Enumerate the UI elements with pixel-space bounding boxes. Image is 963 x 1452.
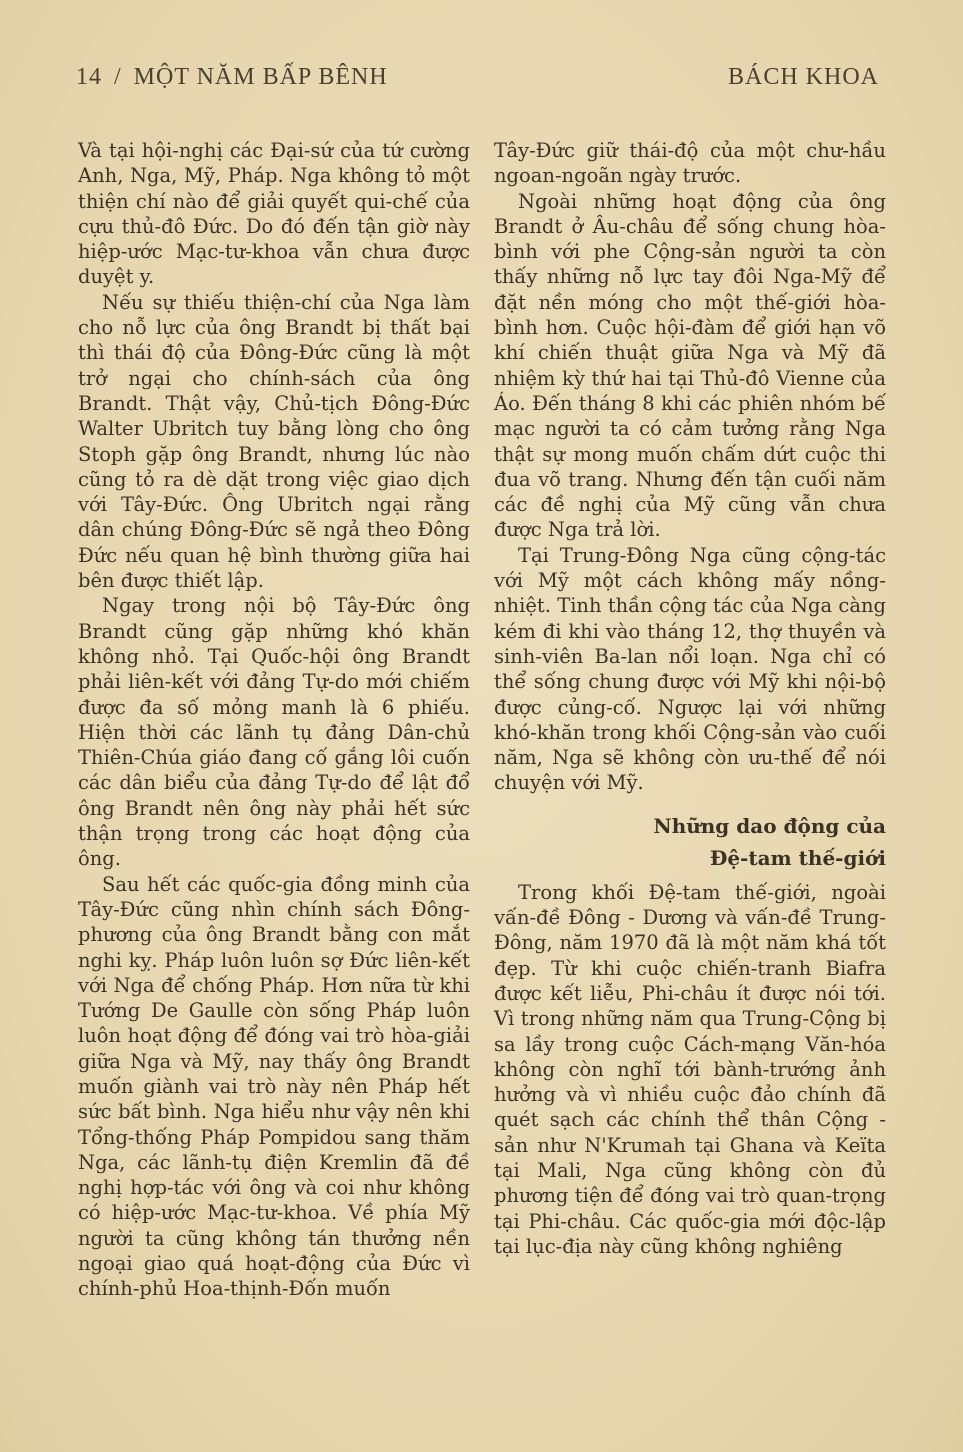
paragraph: Và tại hội-nghị các Đại-sứ của tứ cường Anh, Nga, Mỹ, Pháp. Nga không tỏ một thiện chí nào để giải quyết qui-chế của cựu thủ-đô Đức. Do đó đến tận giờ này hiệp-ước Mạc-tư-khoa vẫn chưa được duyệt y.	[78, 139, 470, 289]
page-header	[76, 64, 879, 100]
paragraph: Tại Trung-Đông Nga cũng cộng-tác với Mỹ một cách không mấy nồng-nhiệt. Tinh thần cộng tác của Nga càng kém đi khi vào tháng 12, thợ thuyền và sinh-viên Ba-lan nổi loạn. Nga chỉ có thể sống chung được với Mỹ khi nội-bộ được củng-cố. Ngược lại với những khó-khăn trong khối Cộng-sản vào cuối năm, Nga sẽ không còn ưu-thế để nói chuyện với Mỹ.	[494, 543, 886, 795]
section-name: MỘT NĂM BẤP BÊNH	[133, 64, 388, 90]
paragraph: Nếu sự thiếu thiện-chí của Nga làm cho nỗ lực của ông Brandt bị thất bại thì thái độ của Đông-Đức cũng là một trở ngại cho chính-sách của ông Brandt. Thật vậy, Chủ-tịch Đông-Đức Walter Ubritch tuy bằng lòng cho ông Stoph gặp ông Brandt, nhưng lúc nào cũng tỏ ra dè dặt trong việc giao dịch với Tây-Đức. Ông Ubritch ngại rằng dân chúng Đông-Đức sẽ ngả theo Đông Đức nếu quan hệ bình thường giữa hai bên được thiết lập.	[78, 290, 470, 593]
section-heading	[494, 810, 886, 874]
paragraph: Ngay trong nội bộ Tây-Đức ông Brandt cũng gặp những khó khăn không nhỏ. Tại Quốc-hội ông Brandt phải liên-kết với đảng Tự-do mới chiếm được đa số mỏng manh là 6 phiếu. Hiện thời các lãnh tụ đảng Dân-chủ Thiên-Chúa giáo đang cố gắng lôi cuốn các dân biểu của đảng Tự-do để lật đổ ông Brandt nên ông này phải hết sức thận trọng trong các hoạt động của ông.	[78, 594, 470, 871]
section-heading-line: Những dao động của	[653, 813, 886, 838]
right-column	[494, 138, 886, 1259]
magazine-name: BÁCH KHOA	[727, 64, 879, 90]
paragraph: Ngoài những hoạt động của ông Brandt ở Âu-châu để sống chung hòa-bình với phe Cộng-sản người ta còn thấy những nỗ lực tay đôi Nga-Mỹ để đặt nền móng cho một thế-giới hòa-bình hơn. Cuộc hội-đàm để giới hạn võ khí chiến thuật giữa Nga và Mỹ đã nhiệm kỳ thứ hai tại Thủ-đô Vienne của Áo. Đến tháng 8 khi các phiên nhóm bế mạc người ta có cảm tưởng rằng Nga thật sự mong muốn chấm dứt cuộc thi đua võ trang. Nhưng đến tận cuối năm các đề nghị của Mỹ cũng vẫn chưa được Nga trả lời.	[494, 189, 886, 542]
paragraph: Sau hết các quốc-gia đồng minh của Tây-Đức cũng nhìn chính sách Đông-phương của ông Brandt bằng con mắt nghi kỵ. Pháp luôn luôn sợ Đức liên-kết với Nga để chống Pháp. Hơn nữa từ khi Tướng De Gaulle còn sống Pháp luôn luôn hoạt động để đóng vai trò hòa-giải giữa Nga và Mỹ, nay thấy ông Brandt muốn giành vai trò này nên Pháp hết sức bất bình. Nga hiểu như vậy nên khi Tổng-thống Pháp Pompidou sang thăm Nga, các lãnh-tụ điện Kremlin đã đề nghị hợp-tác với ông và coi như không có hiệp-ước Mạc-tư-khoa. Về phía Mỹ người ta cũng không tán thưởng nền ngoại giao quá hoạt-động của Đức vì chính-phủ Hoa-thịnh-Đốn muốn	[78, 872, 470, 1301]
section-heading-line: Đệ-tam thế-giới	[709, 845, 886, 870]
paragraph: Tây-Đức giữ thái-độ của một chư-hầu ngoan-ngoãn ngày trước.	[494, 139, 886, 188]
left-column	[78, 138, 470, 1302]
header-separator: /	[114, 64, 122, 90]
page-number: 14	[76, 64, 102, 90]
paragraph: Trong khối Đệ-tam thế-giới, ngoài vấn-đề Đông - Dương và vấn-đề Trung-Đông, năm 1970 đã là một năm khá tốt đẹp. Từ khi cuộc chiến-tranh Biafra được kết liễu, Phi-châu ít được nói tới. Vì trong những năm qua Trung-Cộng bị sa lầy trong cuộc Cách-mạng Văn-hóa không còn nghĩ tới bành-trướng ảnh hưởng và vì nhiều cuộc đảo chính đã quét sạch các chính thể thân Cộng - sản như N'Krumah tại Ghana và Keïta tại Mali, Nga cũng không còn đủ phương tiện để đóng vai trò quan-trọng tại Phi-châu. Các quốc-gia mới độc-lập tại lục-địa này cũng không nghiêng	[494, 880, 886, 1258]
header-left	[76, 64, 388, 91]
